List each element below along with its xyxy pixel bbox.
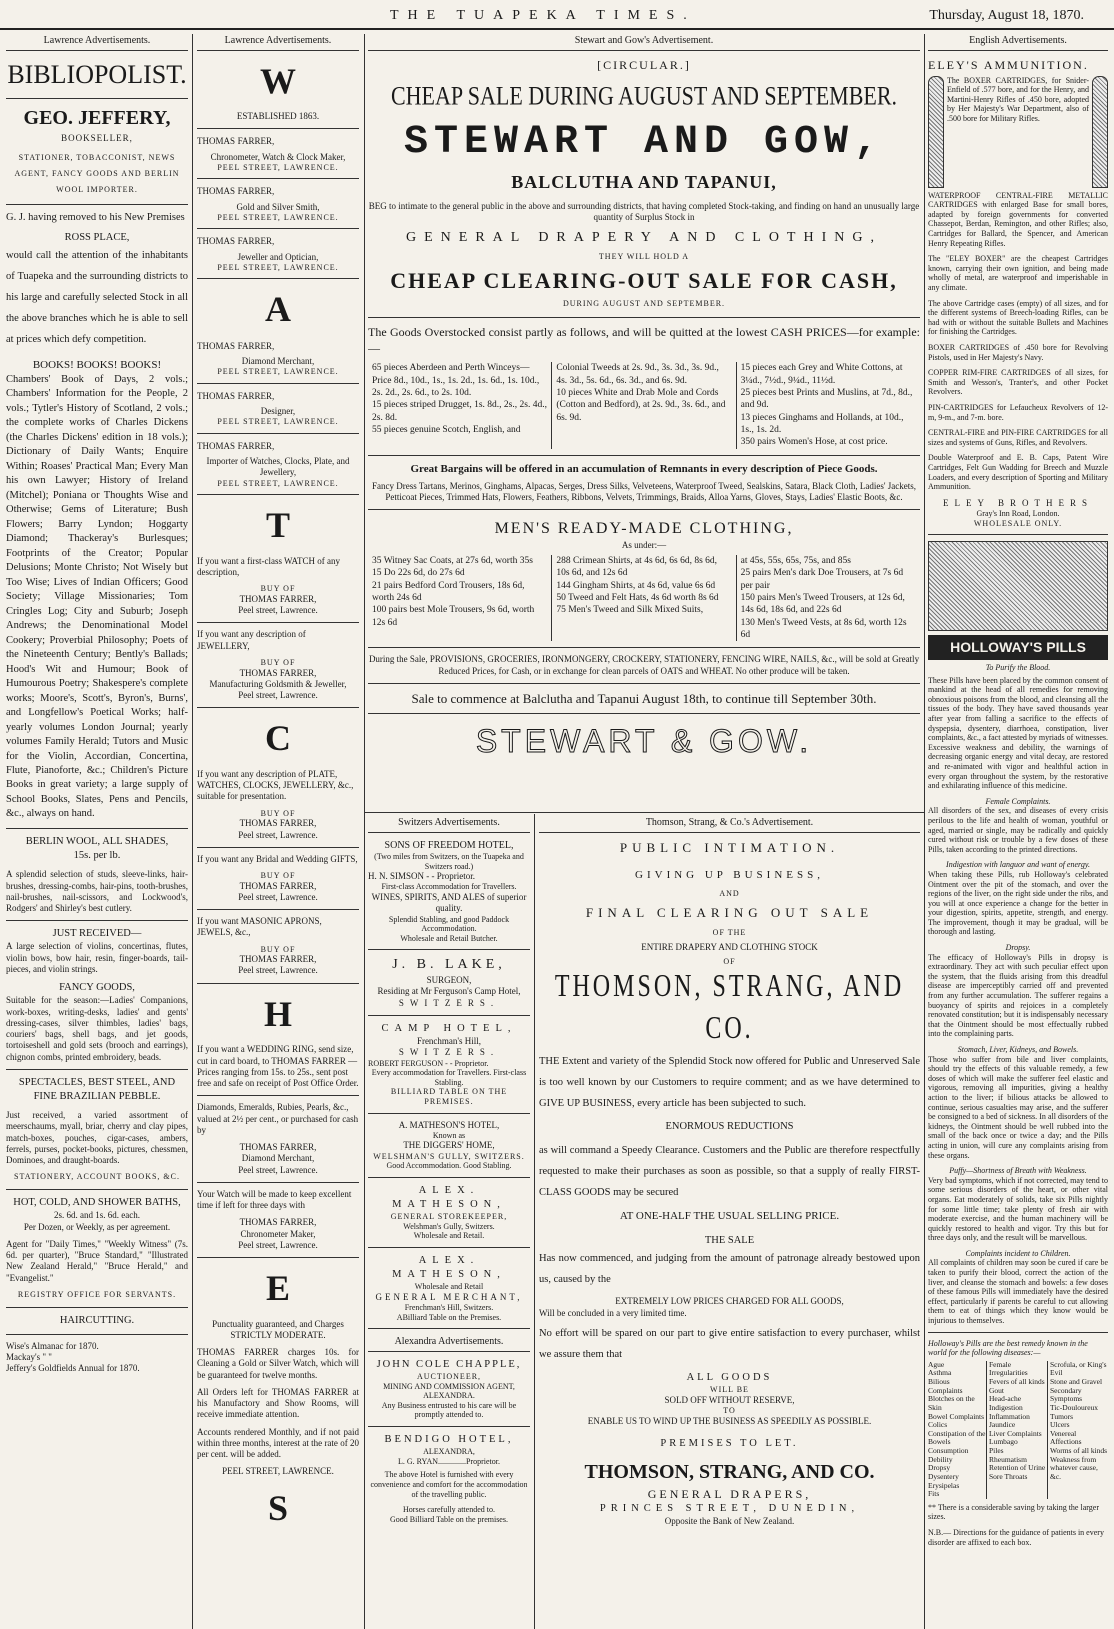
divider: [368, 455, 920, 456]
jeffery-name: GEO. JEFFERY,: [23, 106, 171, 129]
decorative-letter-s: S: [267, 1487, 289, 1528]
jewellery-ad: If you want any description of JEWELLERY,: [197, 629, 306, 651]
indigestion-heading: Indigestion with languor and want of energy.: [946, 860, 1090, 870]
ross-place: ROSS PLACE,: [64, 231, 130, 243]
watch-ad: If you want a first-class WATCH of any description,: [197, 555, 341, 578]
all-goods: ALL GOODS: [686, 1371, 773, 1383]
farrer-ad: [197, 390, 359, 404]
firm-name-2: THOMSON, STRANG, AND CO.: [584, 1460, 875, 1483]
farrer-last: FARRER,: [237, 340, 275, 351]
divider: [197, 1095, 359, 1096]
farrer-last: FARRER,: [237, 236, 275, 247]
stationery: STATIONERY, ACCOUNT BOOKS, &C.: [14, 1172, 180, 1182]
puffy-text: Very bad symptoms, which if not corrected, may tend to some serious disorders of the heart, or other vital organs. Eat moderately of solids, take six Pills nightly for some little time; take plenty of fresh air with moderate exercise, and the human machinery will be quickly restored to health and vigor. Try this but for three days only, and the result will be marvellous.: [928, 1175, 1108, 1243]
bibliopolist-title: BIBLIOPOLIST.: [7, 59, 187, 89]
masthead: [0, 0, 1114, 30]
price-column: 35 Witney Sac Coats, at 27s 6d, worth 35s 15 Do 22s 6d, do 27s 6d 21 pairs Bedford Cord Trousers, 18s 6d, worth 24s 6d 100 pairs best Mole Trousers, 9s 6d, worth 12s 6d: [372, 555, 535, 628]
divider: [6, 828, 188, 829]
entire-stock: ENTIRE DRAPERY AND CLOTHING STOCK: [641, 941, 818, 952]
diamond-merchant: Diamond Merchant,: [241, 1153, 315, 1164]
storekeeper: GENERAL STOREKEEPER,: [390, 1212, 508, 1222]
wholesale-retail: Wholesale and Retail: [414, 1282, 484, 1292]
registry: REGISTRY OFFICE FOR SERVANTS.: [17, 1289, 177, 1299]
section-heading: Lawrence Advertisements.: [197, 34, 359, 51]
divider: [928, 534, 1108, 535]
masonic-ad: If you want MASONIC APRONS, JEWELS, &c.,: [197, 916, 322, 938]
engraving-illustration: [928, 541, 1108, 631]
price-column: at 45s, 55s, 65s, 75s, and 85s 25 pairs Men's dark Doe Trousers, at 7s 6d per pair 150 pairs Men's Tweed Trousers, at 12s 6d, 14s 6d, 18s 6d, and 22s 6d 130 Men's Tweed Vests, at 8s 6d, worth 12s 6d: [736, 555, 920, 641]
decorative-letter-w: W: [260, 60, 296, 101]
decorative-letter-e: E: [265, 1268, 290, 1309]
business-text: Any Business entrusted to his care will be promptly attended to.: [381, 1400, 517, 1420]
half-price: AT ONE-HALF THE USUAL SELLING PRICE.: [619, 1210, 840, 1223]
farrer-ad: [197, 135, 359, 149]
fancy-heading: FANCY GOODS,: [59, 982, 135, 994]
charges: THOMAS FARRER charges 10s. for Cleaning a Gold or Silver Watch, which will be guaranteed for twelve months.: [197, 1347, 359, 1380]
divider: [197, 128, 359, 129]
copper-text: COPPER RIM-FIRE CARTRIDGES of all sizes, for Smith and Wesson's, Tranter's, and other Pocket Revolvers.: [928, 368, 1108, 397]
places: BALCLUTHA AND TAPANUI,: [511, 172, 777, 193]
hotel-proprietor: H. N. SIMSON - - Proprietor.: [368, 871, 475, 882]
beg-text: BEG to intimate to the general public in the above and surrounding districts, that having completed Stock-taking, and finding on hand an unusually large quantity of Surplus Stock in: [368, 200, 920, 222]
divider: [197, 494, 359, 495]
punctuality: Punctuality guaranteed, and Charges STRICTLY MODERATE.: [212, 1318, 344, 1340]
speedy-text: as will command a Speedy Clearance. Customers and the Public are therefore respectfully requested to make their purchases as soon as possible, so that a supply of really FIRST-CLASS GOODS may be secured: [539, 1145, 920, 1199]
divider: [368, 509, 920, 510]
as-under: As under:—: [621, 539, 667, 550]
firm-name: THOMSON, STRANG, AND CO.: [554, 970, 905, 1047]
divider: [6, 1334, 188, 1335]
chapple-name: JOHN COLE CHAPPLE,: [376, 1358, 522, 1370]
every-accom: Every accommodation for Travellers. First-class Stabling.: [371, 1068, 527, 1087]
divider: [368, 683, 920, 684]
first-class: First-class Accommodation for Travellers.: [381, 882, 517, 892]
peel-street: Peel street, Lawrence.: [238, 891, 318, 902]
eley-brothers: ELEY BROTHERS: [943, 497, 1093, 508]
butcher: Wholesale and Retail Butcher.: [400, 933, 498, 943]
column-divider: [364, 34, 365, 1629]
peel-street: Peel street, Lawrence.: [238, 965, 318, 976]
alex-matheson: ALEX. MATHESON,: [392, 1255, 506, 1281]
stomach-text: Those who suffer from bile and liver complaints, should try the effects of this valuable remedy, a few doses of which will make the sufferer feel elastic and vigorous, removing all impurities, giving a healthy action to the liver; if bilious attacks be allowed to continue, serious casualties may arise, and the sufferer be consigned to a bed of sickness. In all disorders of the kidneys, the Ointment should be well rubbed into the small of the back once or twice a day; and the Pills acting in union, will cure any complaints arising from these organs.: [928, 1054, 1108, 1160]
agent-text: Agent for "Daily Times," "Weekly Witness" (7s. 6d. per quarter), "Bruce Standard," "Illustrated New Zealand Herald," "Bruce Herald," and "Evangelist.": [6, 1238, 188, 1283]
boxer-text: The BOXER CARTRIDGES, for Snider-Enfield of .577 bore, and for the Henry, and Martini-Henry Rifles of .450 bore, adopted by Her Majesty's War Department, also of .500 bore for Military Rifles.: [947, 75, 1089, 124]
divider: [6, 1069, 188, 1070]
divider: [197, 983, 359, 984]
thomas-farrer: THOMAS FARRER,: [239, 667, 317, 678]
mens-clothing-heading: MEN'S READY-MADE CLOTHING,: [494, 520, 794, 538]
thomas-farrer: THOMAS FARRER,: [239, 593, 317, 604]
farrer-street: PEEL STREET, LAWRENCE.: [217, 262, 339, 272]
alexandra-town: ALEXANDRA,: [423, 1447, 475, 1457]
buy-of: BUY OF: [260, 584, 296, 594]
farrer-street: PEEL STREET, LAWRENCE.: [217, 212, 339, 222]
extent-text: THE Extent and variety of the Splendid Stock now offered for Public and Unreserved Sale is too well known by our Customers to require comment; and as we have determined to GIVE UP BUSINESS, every article has been subjected to such.: [539, 1056, 920, 1110]
pills-text: These Pills have been placed by the common consent of mankind at the head of all remedies for removing obnoxious poisons from the blood, and cleansing all the tissues of the body. They have saved thousands year after year from falling a sacrifice to the effects of dyspepsia, dysentery, diarrhoea, constipation, liver complaints, &c., a fact attested by myriads of witnesses. Excessive weakness and debility, the warnings of decreasing organic energy and vital decay, are restored and re-animated with vigor and healthful action in every organ throughout the system, by the restorative and exhilarating influence of this medicine.: [928, 675, 1108, 791]
residing: Residing at Mr Ferguson's Camp Hotel,: [377, 986, 521, 997]
thomas-farrer: THOMAS FARRER,: [239, 954, 317, 965]
divider: [6, 98, 188, 99]
removed-text: G. J. having removed to his New Premises: [6, 211, 185, 223]
farrer-street: PEEL STREET, LAWRENCE.: [217, 162, 339, 172]
peel-street: Peel street, Lawrence.: [238, 1164, 318, 1175]
plate-ad: If you want any description of PLATE, WATCHES, CLOCKS, JEWELLERY, &c., suitable for presentation.: [197, 768, 354, 802]
commenced-text: Has now commenced, and judging from the amount of patronage already bestowed upon us, caused by the: [539, 1253, 920, 1286]
circular-label: [CIRCULAR.]: [597, 57, 691, 72]
clearing-heading: CHEAP CLEARING-OUT SALE FOR CASH,: [390, 267, 898, 293]
price-column: 65 pieces Aberdeen and Perth Winceys—Price 8d., 10d., 1s., 1s. 2d., 1s. 6d., 1s. 10d., 2s. 2d., 2s. 6d., to 2s. 10d. 15 pieces striped Drugget, 1s. 8d., 2s., 2s. 4d., 2s. 8d. 55 pieces genuine Scotch, English, and: [372, 363, 547, 436]
drapers: GENERAL DRAPERS,: [647, 1486, 812, 1501]
thomas-farrer: THOMAS FARRER,: [239, 818, 317, 829]
farrer-first: THOMAS: [197, 391, 236, 401]
known-as: Known as: [432, 1130, 466, 1140]
farrer-street: PEEL STREET, LAWRENCE.: [217, 417, 339, 427]
baths-heading: HOT, COLD, AND SHOWER BATHS,: [13, 1197, 181, 1209]
of-the: OF THE: [712, 928, 747, 938]
pin-text: PIN-CARTRIDGES for Lefaucheux Revolvers of 12-m, 9-m., and 7-m. bore.: [928, 402, 1108, 422]
stabling: Splendid Stabling, and good Paddock Accommodation.: [388, 914, 510, 934]
hotel-location: (Two miles from Switzers, on the Tuapeka and Switzers road.): [374, 852, 524, 871]
column-divider: [534, 814, 535, 1629]
column-divider: [924, 34, 925, 1629]
princes-street: PRINCES STREET, DUNEDIN,: [599, 1503, 860, 1515]
wholesale-retail: Wholesale and Retail.: [413, 1231, 485, 1241]
divider: [368, 713, 920, 714]
almanac-line: Wise's Almanac for 1870.: [6, 1340, 99, 1351]
violins-text: A large selection of violins, concertinas, flutes, violin bows, bow hair, resin, finger-boards, tail-pieces, and violin strings.: [6, 941, 188, 974]
farrer-first: THOMAS: [197, 236, 236, 247]
bridal-ad: If you want any Bridal and Wedding GIFTS,: [197, 853, 358, 864]
farrer-street: PEEL STREET, LAWRENCE.: [217, 367, 339, 377]
farrer-role: Gold and Silver Smith,: [236, 201, 320, 212]
giving-up: GIVING UP BUSINESS,: [635, 869, 824, 882]
will-be: WILL BE: [710, 1385, 749, 1395]
divider: [6, 1189, 188, 1190]
section-heading: Thomson, Strang, & Co.'s Advertisement.: [539, 816, 920, 833]
peel-street: Peel street, Lawrence.: [238, 1239, 318, 1250]
opposite-bank: Opposite the Bank of New Zealand.: [664, 1516, 795, 1527]
holloways-banner: HOLLOWAY'S PILLS: [928, 635, 1108, 660]
bookseller: BOOKSELLER,: [61, 132, 133, 143]
diamonds-ad: Diamonds, Emeralds, Rubies, Pearls, &c., valued at 2½ per cent., or purchased for cash by: [197, 1102, 359, 1135]
auctioneer: AUCTIONEER,: [416, 1372, 482, 1382]
farrer-role: Importer of Watches, Clocks, Plate, and Jewellery,: [206, 456, 350, 478]
column-thomson-strang: [539, 816, 920, 1629]
just-received: JUST RECEIVED—: [52, 928, 142, 940]
drapery-heading: GENERAL DRAPERY AND CLOTHING,: [406, 230, 882, 246]
overstocked-text: The Goods Overstocked consist partly as follows, and will be quitted at the lowest CASH PRICES—for example:—: [368, 324, 920, 356]
price-column: 15 pieces each Grey and White Cottons, at 3¼d., 7½d., 9¼d., 11½d. 25 pieces best Prints and Muslins, at 7d., 8d., and 9d. 13 pieces Ginghams and Hollands, at 10d., 1s., 1s. 2d. 350 pairs Women's Hose, at cost price.: [736, 362, 920, 448]
column-lawrence-1: [6, 34, 188, 1629]
stomach-heading: Stomach, Liver, Kidneys, and Bowels.: [957, 1045, 1079, 1055]
stewart-gow-banner: STEWART & GOW.: [475, 723, 813, 760]
cartridge-icon: [1092, 76, 1108, 188]
frenchmans-hill: Frenchman's Hill,: [416, 1036, 482, 1047]
cheap-sale-heading: CHEAP SALE DURING AUGUST AND SEPTEMBER.: [390, 80, 898, 111]
camp-hotel: CAMP HOTEL,: [381, 1022, 517, 1034]
baths-price: 2s. 6d. and 1s. 6d. each.: [54, 1210, 140, 1221]
cartridge-icon: [928, 76, 944, 188]
double-text: Double Waterproof and E. B. Caps, Patent Wire Cartridges, Felt Gun Wadding for Breech and Muzzle Loaders, and every description of Sporting and Military Ammunition.: [928, 453, 1108, 492]
trades: STATIONER, TOBACCONIST, NEWS AGENT, FANCY GOODS AND BERLIN WOOL IMPORTER.: [14, 152, 180, 194]
divider: [368, 1247, 530, 1248]
decorative-letter-c: C: [265, 718, 291, 759]
thomas-farrer: THOMAS FARRER,: [239, 880, 317, 891]
switzers-caps: SWITZERS.: [398, 1047, 500, 1058]
column-lawrence-2: [197, 34, 359, 1629]
ferguson: ROBERT FERGUSON - - Proprietor.: [368, 1058, 489, 1068]
price-table-1: [368, 362, 920, 448]
divider: [197, 228, 359, 229]
alex-matheson: ALEX. MATHESON,: [392, 1184, 506, 1211]
stewart-gow-advertisement: [368, 34, 920, 814]
farrer-last: FARRER,: [237, 186, 275, 197]
disease-column: Female Irregularities Fevers of all kinds Gout Head-ache Indigestion Inflammation Jaundice Liver Complaints Lumbago Piles Rheumatism Retention of Urine Sore Throats: [986, 1361, 1047, 1499]
divider: [368, 1015, 530, 1016]
almanac-line: Mackay's " ": [6, 1352, 52, 1363]
disease-column: Scrofula, or King's Evil Stone and Gravel Secondary Symptoms Tic-Douloureux Tumors Ulcers Venereal Affections Worms of all kinds Weakness from whatever cause, &c.: [1047, 1361, 1108, 1499]
general-merchant: GENERAL MERCHANT,: [375, 1291, 523, 1302]
furnished-text: The above Hotel is furnished with every convenience and comfort for the accommodation of the travelling public.: [370, 1470, 528, 1499]
peel-street: Peel street, Lawrence.: [238, 829, 318, 840]
fh-switzers: Frenchman's Hill, Switzers.: [404, 1303, 494, 1313]
children-heading: Complaints incident to Children.: [965, 1248, 1071, 1258]
meerschaum-text: Just received, a varied assortment of meerschaums, myall, briar, cherry and clay pipes, match-boxes, pouches, cigar-cases, ambers, ferrels, purses, pocket-books, pictures, chessmen, Dominoes, and draught-boards.: [6, 1110, 188, 1166]
price-column: Colonial Tweeds at 2s. 9d., 3s. 3d., 3s. 9d., 4s. 3d., 5s. 6d., 6s. 3d., and 6s. 9d. 10 pieces White and Drab Mole and Cords (Cotton and Bedford), at 2s. 9d., 3s. 6d., and 6s. 9d.: [551, 362, 735, 448]
accounts: Accounts rendered Monthly, and if not paid within three months, interest at the rate of 20 per cent. will be added.: [197, 1426, 359, 1460]
farrer-last: FARRER,: [237, 441, 275, 452]
will-hold: THEY WILL HOLD A: [598, 252, 690, 262]
books-list: Chambers' Book of Days, 2 vols.; Chambers' Information for the People, 2 vols.; Tytler's History of Scotland, 2 vols.; the complete works of Charles Dickens (the Charles Dickens' edition in 18 vols.); Dictionary of Daily Wants; Enquire Within; Roases' Practical Man; Every Man his own Lawyer; History of Ireland (Mitchel); Poniana or Thoughts Wise and Otherwise; Gems of Literature; Bush Flowers; Barry Lyndon; Hoggarty Diamond; Thackeray's Burlesques; Footprints of the Creator; Popular Delusions; Monte Christo; Not Wisely but Too Wise; Lives of Indian Officers; Good Society; Village Missionaries; Tom Cringles Log; City and Suburb; Joseph Andrews; the Denominational Model Cookery; Proverbial Philosophy; Poets of the Nineteenth Century; Bently's Ballads; Hood's Wit and Humour; Book of Humourous Poetry; Shakespere's complete works; Moore's, Scott's, Byron's, Burns', and Longfellow's Poetical Works; half-yearly volumes London Journal; yearly volumes Family Herald; Tutors and Music for the Violin, Accordian, Concertina, Flute, Pianoforte, &c.; Children's Picture Books in great variety; a large supply of School Books, Slates, Pens and Pencils, &c., always on hand.: [6, 373, 188, 820]
farrer-first: THOMAS: [197, 136, 236, 147]
section-heading: Lawrence Advertisements.: [6, 34, 188, 51]
concluded: Will be concluded in a very limited time.: [539, 1307, 687, 1318]
per-dozen: Per Dozen, or Weekly, as per agreement.: [23, 1221, 171, 1232]
ryan-proprietor: L. G. RYAN..............Proprietor.: [398, 1456, 500, 1466]
divider: [197, 707, 359, 708]
berlin-heading: BERLIN WOOL, ALL SHADES,: [25, 835, 169, 847]
established: ESTABLISHED 1863.: [236, 111, 320, 122]
decorative-letter-h: H: [263, 993, 292, 1034]
provisions-text: During the Sale, PROVISIONS, GROCERIES, IRONMONGERY, CROCKERY, STATIONERY, FENCING WIRE, NAILS, &c., will be sold at Greatly Reduced Prices, for Cash, or in exchange for clean parcels of OATS and WHEAT. No other produce will be taken.: [368, 654, 920, 676]
disease-table: [928, 1361, 1108, 1499]
central-text: CENTRAL-FIRE and PIN-FIRE CARTRIDGES for all sizes and systems of Guns, Rifles, and Revolvers.: [928, 428, 1108, 447]
the-sale: THE SALE: [704, 1235, 755, 1247]
no-effort: No effort will be spared on our part to give entire satisfaction to every purchaser, whilst we assure them that: [539, 1327, 920, 1360]
boxer450-text: BOXER CARTRIDGES of .450 bore for Revolving Pistols, used in Her Majesty's Navy.: [928, 343, 1108, 362]
books-heading: BOOKS! BOOKS! BOOKS!: [32, 359, 162, 372]
divider: [197, 622, 359, 623]
divider: [928, 1332, 1108, 1333]
indigestion-text: When taking these Pills, rub Holloway's celebrated Ointment over the pit of the stomach, and over the regions of the liver, on the right side under the ribs, and you will at once experience a change for the better in your digestion, spirits, appetite, strength, and energy. The improvement, though it may be gradual, will be thorough and lasting.: [928, 869, 1108, 937]
divider: [368, 317, 920, 318]
farrer-ad: [197, 235, 359, 249]
farrer-street: PEEL STREET, LAWRENCE.: [217, 478, 339, 488]
newspaper-title: THE TUAPEKA TIMES.: [390, 8, 696, 23]
during: DURING AUGUST AND SEPTEMBER.: [562, 299, 726, 309]
column-switzers: [368, 816, 530, 1629]
thomas-farrer: THOMAS FARRER,: [239, 1217, 317, 1228]
farrer-first: THOMAS: [197, 186, 236, 197]
lake-name: J. B. LAKE,: [392, 957, 506, 973]
decorative-letter-a: A: [265, 289, 291, 330]
wholesale-only: WHOLESALE ONLY.: [973, 518, 1063, 528]
welshman-gully: WELSHMAN'S GULLY, SWITZERS.: [373, 1151, 525, 1161]
farrer-role: Designer,: [260, 406, 296, 417]
orders: All Orders left for THOMAS FARRER at his Manufactory and Show Rooms, will receive immediate attention.: [197, 1386, 359, 1420]
divider: [197, 278, 359, 279]
female-heading: Female Complaints.: [985, 796, 1051, 806]
wines: WINES, SPIRITS, AND ALES of superior quality.: [371, 892, 527, 914]
manufacturing: Manufacturing Goldsmith & Jeweller,: [209, 678, 347, 689]
section-heading: Alexandra Advertisements.: [368, 1335, 530, 1352]
bendigo-hotel: BENDIGO HOTEL,: [384, 1434, 514, 1446]
waterproof-text: WATERPROOF CENTRAL-FIRE METALLIC CARTRIDGES with enlarged Base for small bores, adapted by foreign governments for converted Chassepot, Berdan, Remington, and other Rifles; also, Cartridges for Ballard, the Spencer, and American Henry Repeating Rifles.: [928, 190, 1108, 248]
section-heading: English Advertisements.: [928, 34, 1108, 51]
farrer-last: FARRER,: [237, 391, 275, 401]
premises-to-let: PREMISES TO LET.: [660, 1437, 799, 1449]
surgeon: SURGEON,: [426, 975, 472, 986]
empty-cases-text: The above Cartridge cases (empty) of all sizes, and for the different systems of Breech-loading Rifles, can be had with or without the suitable Bullets and Machines for finishing the Cartridges.: [928, 298, 1108, 337]
issue-date: Thursday, August 18, 1870.: [929, 8, 1084, 23]
nb-note: N.B.— Directions for the guidance of patients in every disorder are affixed to each box.: [928, 1528, 1104, 1547]
divider: [197, 847, 359, 848]
farrer-role: Jeweller and Optician,: [237, 251, 319, 262]
fancy-text: Suitable for the season:—Ladies' Companions, work-boxes, writing-desks, ladies' and gents' dressing-cases, silver thimbles, ladies' bags, couriers' bags, shell bags, and jet goods, tortoiseshell and gold sets (brooch and earrings), chignon combs, printed embroidery, beads.: [6, 995, 188, 1062]
female-text: All disorders of the sex, and diseases of every crisis perilous to the life and health of woman, youthful or aged, married or single, may be radically and quickly cured without risk or trouble by a few doses of these Pills, taken according to the printed directions.: [928, 806, 1108, 854]
mining-agent: MINING AND COMMISSION AGENT, ALEXANDRA.: [383, 1381, 515, 1401]
grays-inn: Gray's Inn Road, London.: [976, 508, 1060, 518]
welsh-gully: Welshman's Gully, Switzers.: [403, 1221, 495, 1231]
bargains: Great Bargains will be offered in an accumulation of Remnants in every description of Piece Goods.: [410, 462, 878, 475]
farrer-role: Chronometer, Watch & Clock Maker,: [210, 151, 346, 162]
saving-note: ** There is a considerable saving by taking the larger sizes.: [928, 1502, 1099, 1522]
sold-off: SOLD OFF WITHOUT RESERVE,: [664, 1394, 795, 1405]
farrer-ad: [197, 340, 359, 354]
horses: Horses carefully attended to.: [403, 1505, 495, 1515]
of-label: OF: [723, 956, 736, 966]
divider: [368, 1426, 530, 1427]
stewart-gow-name: STEWART AND GOW,: [403, 120, 885, 166]
divider: [197, 433, 359, 434]
sons-of-freedom: SONS OF FREEDOM HOTEL,: [384, 839, 514, 851]
final-sale: FINAL CLEARING OUT SALE: [585, 905, 874, 921]
farrer-last: FARRER,: [237, 136, 275, 147]
switzers-caps: SWITZERS.: [398, 997, 500, 1008]
almanac-line: Jeffery's Goldfields Annual for 1870.: [6, 1363, 140, 1374]
dropsy-heading: Dropsy.: [1005, 943, 1031, 953]
berlin-price: 15s. per lb.: [73, 850, 121, 862]
brushes-text: A splendid selection of studs, sleeve-links, hair-brushes, dressing-combs, hair-pins, tooth-brushes, nail-brushes, nail-scissors, and Lockwood's, Rodgers' and Shirley's best cutlery.: [6, 869, 188, 914]
purify-heading: To Purify the Blood.: [985, 663, 1051, 673]
public-intimation: PUBLIC INTIMATION.: [619, 839, 840, 855]
divider: [197, 1182, 359, 1183]
and-label: AND: [719, 888, 740, 898]
buy-of: BUY OF: [260, 808, 296, 818]
section-heading: Stewart and Gow's Advertisement.: [368, 34, 920, 51]
eley-boxer-text: The "ELEY BOXER" are the cheapest Cartridges known, carrying their own ignition, and being made wholly of metal, are waterproof and imperishable in any climate.: [928, 254, 1108, 293]
diggers-home: THE DIGGERS' HOME,: [403, 1140, 495, 1151]
divider: [197, 383, 359, 384]
eley-heading: ELEY'S AMMUNITION.: [928, 57, 1089, 72]
section-heading: Switzers Advertisements.: [368, 816, 530, 833]
divider: [368, 1177, 530, 1178]
repair-ad: Your Watch will be made to keep excellent time if left for three days with: [197, 1188, 352, 1211]
attention-text: would call the attention of the inhabitants of Tuapeka and the surrounding districts to his large and carefully selected Stock in all the above branches which he is able to sell at prices which defy competition.: [6, 250, 188, 346]
farrer-first: THOMAS: [197, 441, 236, 452]
commence-text: Sale to commence at Balclutha and Tapanui August 18th, to continue till September 30th.: [411, 690, 877, 706]
decorative-letter-t: T: [265, 505, 290, 546]
billiard-table: ABilliard Table on the Premises.: [396, 1312, 502, 1322]
farrer-role: Diamond Merchant,: [241, 356, 315, 367]
disease-column: Ague Asthma Bilious Complaints Blotches on the Skin Bowel Complaints Colics Constipation of the Bowels Consumption Debility Dropsy Dysentery Erysipelas Fits: [928, 1359, 986, 1499]
farrer-first: THOMAS: [197, 340, 236, 351]
peel-street: Peel street, Lawrence.: [238, 605, 318, 616]
puffy-heading: Puffy—Shortness of Breath with Weakness.: [949, 1166, 1087, 1176]
price-column: 288 Crimean Shirts, at 4s 6d, 6s 6d, 8s 6d, 10s 6d, and 12s 6d 144 Gingham Shirts, at 4s 6d, value 6s 6d 50 Tweed and Felt Hats, 4s 6d worth 8s 6d 75 Men's Tweed and Silk Mixed Suits,: [551, 555, 735, 641]
billiard-table: BILLIARD TABLE ON THE PREMISES.: [390, 1087, 508, 1106]
matheson-hotel: A. MATHESON'S HOTEL,: [398, 1119, 500, 1130]
haircutting: HAIRCUTTING.: [59, 1314, 135, 1326]
divider: [197, 178, 359, 179]
cartridge-block: [928, 76, 1108, 188]
chronometer-maker: Chronometer Maker,: [240, 1228, 316, 1239]
horizontal-divider: [364, 812, 924, 813]
column-divider: [192, 34, 193, 1629]
buy-of: BUY OF: [260, 944, 296, 954]
enable-text: ENABLE US TO WIND UP THE BUSINESS AS SPEEDILY AS POSSIBLE.: [587, 1415, 872, 1426]
farrer-ad: [197, 440, 359, 454]
buy-of: BUY OF: [260, 657, 296, 667]
good-accom: Good Accommodation. Good Stabling.: [386, 1161, 512, 1171]
buy-of: BUY OF: [260, 871, 296, 880]
peel-street-caps: PEEL STREET, LAWRENCE.: [222, 1466, 334, 1477]
divider: [6, 204, 188, 205]
to-label: TO: [723, 1405, 736, 1415]
good-billiard: Good Billiard Table on the premises.: [390, 1514, 508, 1524]
divider: [368, 1113, 530, 1114]
divider: [368, 1328, 530, 1329]
price-table-2: [368, 555, 920, 641]
children-text: All complaints of children may soon be cured if care be taken to purify their blood, correct the action of the liver, and cleanse the stomach and bowels: a few doses of these famous Pills will immediately have the desired effect, particularly if parents be careful to cut allowing them to eat of things which they know would be injurious to themselves.: [928, 1258, 1108, 1326]
farrer-ad: [197, 185, 359, 199]
column-english: [928, 34, 1108, 1629]
divider: [368, 647, 920, 648]
divider: [197, 1257, 359, 1258]
fancy-dress-list: Fancy Dress Tartans, Merinos, Ginghams, Alpacas, Serges, Dress Silks, Velveteens, Waterproof Tweed, Sealskins, Satara, Black Cloth, Ladies' Jackets, Petticoat Pieces, Trimmed Hats, Flowers, Feathers, Ribbons, Velvets, Trimmings, Braids, Alloa Yarns, Gloves, Stays, Ladies' Elastic Boots, &c.: [372, 480, 916, 502]
best-remedy: Holloway's Pills are the best remedy known in the world for the following diseases:—: [928, 1338, 1088, 1358]
thomas-farrer: THOMAS FARRER,: [239, 1142, 317, 1153]
divider: [197, 909, 359, 910]
divider: [368, 949, 530, 950]
divider: [6, 920, 188, 921]
spectacles-heading: SPECTACLES, BEST STEEL, AND FINE BRAZILIAN PEBBLE.: [18, 1076, 176, 1103]
low-prices: EXTREMELY LOW PRICES CHARGED FOR ALL GOODS,: [615, 1296, 844, 1307]
divider: [6, 1307, 188, 1308]
peel-street: Peel street, Lawrence.: [238, 690, 318, 701]
ring-ad: If you want a WEDDING RING, send size, cut in card board, to THOMAS FARRER — Prices ranging from 15s. to 25s., sent post free and safe on receipt of Post Office Order.: [197, 1044, 359, 1089]
enormous-reductions: ENORMOUS REDUCTIONS: [665, 1121, 794, 1133]
dropsy-text: The efficacy of Holloway's Pills in dropsy is extraordinary. They act with such peculiar effect upon the system, that the fluids arising from this dreadful disease are imperceptibly carried off and prevented from any further accumulation. The sufferer regains a buoyancy of spirits and rejoices in a completely renovated constitution; but it is indispensably necessary that the Ointment should be most effectually rubbed into the complaining parts.: [928, 952, 1108, 1039]
